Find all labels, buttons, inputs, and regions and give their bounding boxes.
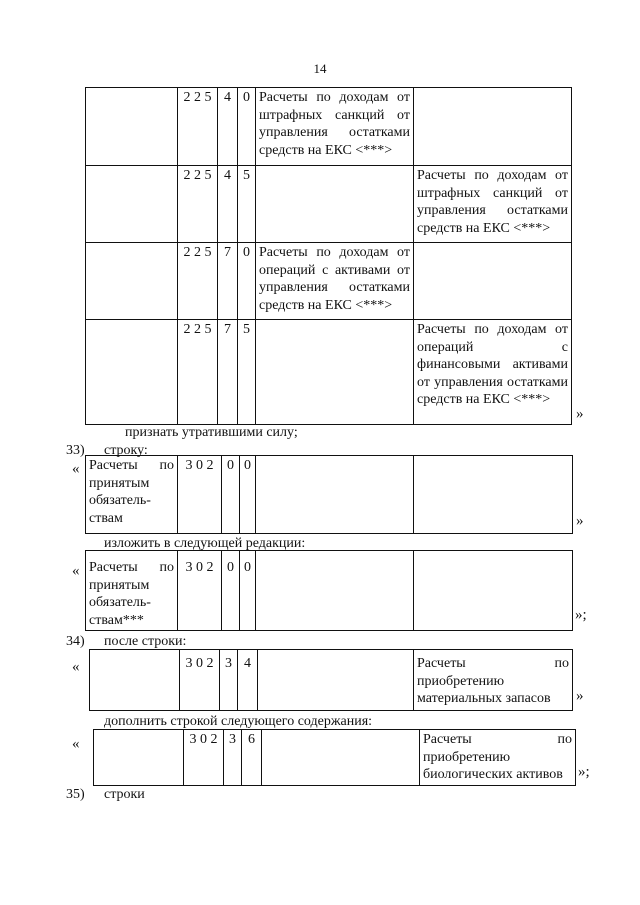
table-2 [85,455,573,534]
account-name-new: Расчеты по доходам от операций с финансовыми активами от управления остатками средств на ЕКС <***> [414,320,572,425]
code-cell: 4 [218,88,238,166]
account-name-new [414,243,572,320]
code-cell: 0 [238,243,256,320]
instruction-edit: изложить в следующей редакции: [104,536,306,551]
code-cell: 7 [218,243,238,320]
item-number: 34) [66,634,85,649]
open-quote: « [72,461,80,477]
table-row [86,551,573,631]
table-row [94,730,576,786]
code-cell: 0 [240,456,256,534]
close-quote: »; [578,764,590,780]
close-quote: » [576,688,584,704]
table-5 [93,729,576,786]
empty-cell [86,243,178,320]
code-cell: 3 0 2 [180,650,220,711]
account-name: Расчеты по принятым обязатель-ствам*** [86,551,178,631]
code-cell: 7 [218,320,238,425]
code-cell: 3 [224,730,242,786]
code-cell: 2 2 5 [178,166,218,243]
item-label: строку: [104,443,148,458]
code-cell: 0 [238,88,256,166]
table-row [86,456,573,534]
code-cell: 2 2 5 [178,88,218,166]
open-quote: « [72,563,80,579]
instruction-recognize: признать утратившими силу; [125,425,298,440]
empty-cell [86,166,178,243]
code-cell: 3 0 2 [184,730,224,786]
empty-cell [262,730,420,786]
account-name-old: Расчеты по доходам от операций с активами от управления остатками средств на ЕКС <***> [256,243,414,320]
table-4 [89,649,573,711]
instruction-add: дополнить строкой следующего содержания: [104,714,373,729]
empty-cell [256,551,414,631]
code-cell: 3 [220,650,238,711]
close-quote: »; [575,607,587,623]
table-row [86,88,572,166]
code-cell: 0 [222,456,240,534]
code-cell: 0 [222,551,240,631]
empty-cell [86,320,178,425]
account-name-new: Расчеты по доходам от штрафных санкций от управления остатками средств на ЕКС <***> [414,166,572,243]
account-name: Расчеты по принятым обязатель-ствам [86,456,178,534]
table-row [86,166,572,243]
code-cell: 2 2 5 [178,320,218,425]
code-cell: 3 0 2 [178,456,222,534]
table-row [86,243,572,320]
item-label: строки [104,787,145,802]
code-cell: 3 0 2 [178,551,222,631]
code-cell: 6 [242,730,262,786]
table-row [86,320,572,425]
account-name-old [256,166,414,243]
close-quote: » [576,513,584,529]
table-3 [85,550,573,631]
empty-cell [90,650,180,711]
open-quote: « [72,736,80,752]
close-quote: » [576,406,584,422]
item-number: 35) [66,787,85,802]
code-cell: 4 [218,166,238,243]
code-cell: 4 [238,650,258,711]
code-cell: 5 [238,166,256,243]
code-cell: 2 2 5 [178,243,218,320]
account-name-old [256,320,414,425]
table-1 [85,87,572,425]
empty-cell [256,456,414,534]
code-cell: 0 [240,551,256,631]
empty-cell [258,650,414,711]
account-name-new: Расчеты по приобретению биологических активов [420,730,576,786]
open-quote: « [72,659,80,675]
page-number: 14 [313,61,327,76]
empty-cell [94,730,184,786]
table-row [90,650,573,711]
item-label: после строки: [104,634,187,649]
empty-cell [86,88,178,166]
account-name-old: Расчеты по доходам от штрафных санкций от управления остатками средств на ЕКС <***> [256,88,414,166]
empty-cell [414,456,573,534]
item-number: 33) [66,443,85,458]
account-name-new [414,88,572,166]
code-cell: 5 [238,320,256,425]
account-name-new: Расчеты по приобретению материальных запасов [414,650,573,711]
empty-cell [414,551,573,631]
